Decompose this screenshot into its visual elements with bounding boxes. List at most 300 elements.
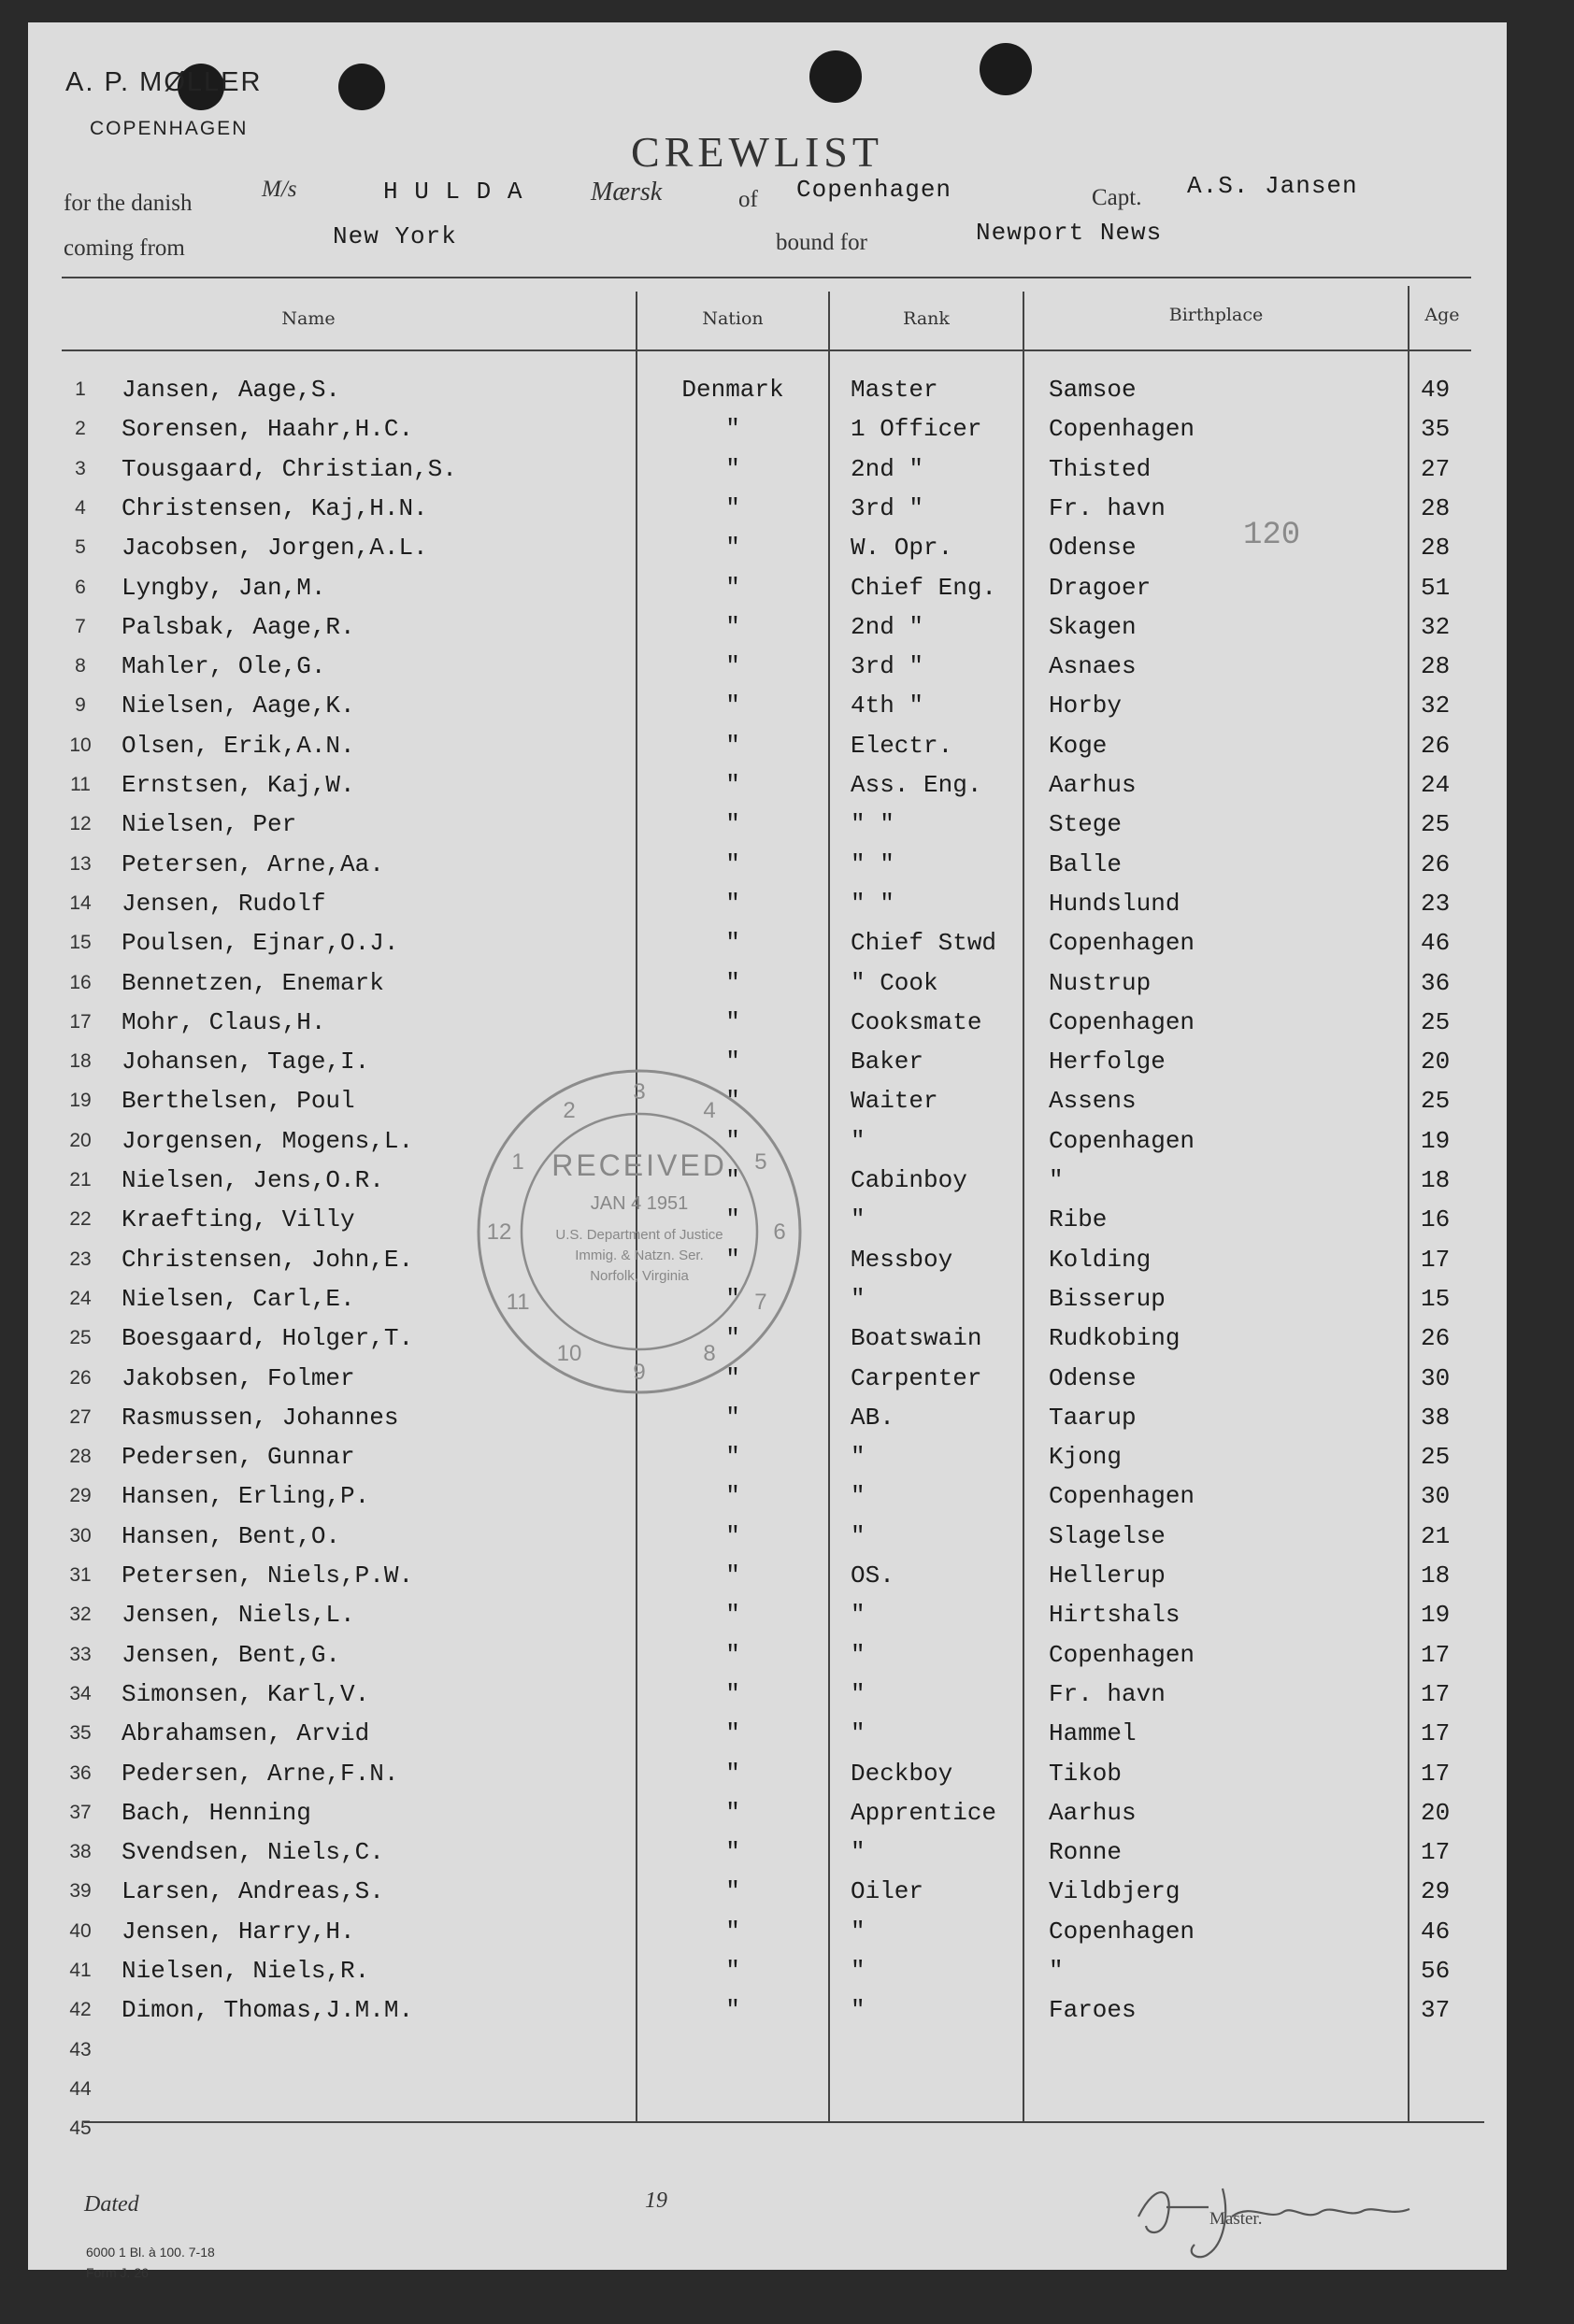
crew-birthplace: Kjong bbox=[1049, 1443, 1123, 1472]
row-number: 44 bbox=[69, 2077, 92, 2100]
crew-name: Lyngby, Jan,M. bbox=[122, 573, 326, 602]
company-city: COPENHAGEN bbox=[90, 118, 249, 139]
crew-birthplace: Herfolge bbox=[1049, 1048, 1166, 1076]
crew-birthplace: Kolding bbox=[1049, 1245, 1152, 1274]
page-title: CREWLIST bbox=[631, 128, 883, 176]
crew-name: Jacobsen, Jorgen,A.L. bbox=[122, 534, 428, 563]
crew-name: Berthelsen, Poul bbox=[122, 1087, 355, 1116]
crew-birthplace: Hammel bbox=[1049, 1719, 1137, 1748]
crew-birthplace: Copenhagen bbox=[1049, 929, 1195, 958]
row-number: 35 bbox=[69, 1722, 92, 1745]
crew-name: Jensen, Rudolf bbox=[122, 889, 326, 918]
crew-rank: Electr. bbox=[851, 731, 953, 760]
crew-rank: " bbox=[851, 1284, 866, 1313]
crew-rank: " bbox=[851, 1957, 866, 1985]
stamp-dial-number: 3 bbox=[633, 1079, 646, 1105]
form-number: Form J. 26 bbox=[86, 2265, 149, 2280]
crew-name: Abrahamsen, Arvid bbox=[122, 1719, 370, 1748]
stamp-dial-number: 7 bbox=[754, 1290, 767, 1315]
row-number: 6 bbox=[75, 576, 86, 598]
crew-birthplace: Copenhagen bbox=[1049, 1126, 1195, 1155]
crew-nation: " bbox=[725, 1482, 740, 1511]
master-signature bbox=[1120, 2151, 1456, 2282]
crew-nation: " bbox=[725, 1087, 740, 1116]
crew-age: 18 bbox=[1421, 1166, 1451, 1194]
crew-birthplace: Aarhus bbox=[1049, 771, 1137, 799]
crew-age: 25 bbox=[1421, 1007, 1451, 1036]
crew-rank: Carpenter bbox=[851, 1363, 982, 1392]
crew-name: Hansen, Erling,P. bbox=[122, 1482, 370, 1511]
row-number: 4 bbox=[75, 496, 86, 519]
crew-rank: 3rd " bbox=[851, 493, 924, 522]
crew-birthplace: Copenhagen bbox=[1049, 415, 1195, 444]
crew-birthplace: Ronne bbox=[1049, 1838, 1123, 1867]
row-number: 12 bbox=[69, 813, 92, 835]
crew-nation: " bbox=[725, 1403, 740, 1432]
punch-hole bbox=[809, 50, 862, 103]
punch-hole bbox=[338, 64, 385, 110]
crew-age: 19 bbox=[1421, 1601, 1451, 1630]
crewlist-document bbox=[28, 22, 1507, 2280]
crew-name: Christensen, John,E. bbox=[122, 1245, 414, 1274]
crew-nation: " bbox=[725, 1007, 740, 1036]
crew-name: Pedersen, Gunnar bbox=[122, 1443, 355, 1472]
vessel-name: H U L D A bbox=[383, 178, 523, 206]
crew-rank: Chief Eng. bbox=[851, 573, 997, 602]
crew-rank: Cooksmate bbox=[851, 1007, 982, 1036]
crew-nation: " bbox=[725, 1205, 740, 1234]
crew-birthplace: Bisserup bbox=[1049, 1284, 1166, 1313]
row-number: 38 bbox=[69, 1841, 92, 1863]
crew-birthplace: Skagen bbox=[1049, 612, 1137, 641]
column-divider bbox=[1408, 286, 1409, 2121]
table-bottom-rule bbox=[84, 2121, 1484, 2123]
crew-rank: " bbox=[851, 1917, 866, 1946]
crew-nation: " bbox=[725, 691, 740, 720]
annotation-number: 120 bbox=[1243, 518, 1301, 553]
crew-name: Simonsen, Karl,V. bbox=[122, 1679, 370, 1708]
crew-nation: " bbox=[725, 968, 740, 997]
vessel-prefix: M/s bbox=[262, 177, 297, 202]
row-number: 43 bbox=[69, 2038, 92, 2060]
stamp-dial-number: 12 bbox=[486, 1219, 512, 1245]
crew-nation: " bbox=[725, 493, 740, 522]
crew-name: Sorensen, Haahr,H.C. bbox=[122, 415, 414, 444]
crew-rank: Ass. Eng. bbox=[851, 771, 982, 799]
crew-rank: Deckboy bbox=[851, 1759, 953, 1788]
crew-nation: " bbox=[725, 1759, 740, 1788]
crew-age: 20 bbox=[1421, 1798, 1451, 1827]
row-number: 42 bbox=[69, 1999, 92, 2021]
crew-name: Jorgensen, Mogens,L. bbox=[122, 1126, 414, 1155]
crew-nation: " bbox=[725, 573, 740, 602]
crew-nation: " bbox=[725, 1679, 740, 1708]
crew-name: Petersen, Niels,P.W. bbox=[122, 1561, 414, 1590]
crew-nation: " bbox=[725, 1363, 740, 1392]
row-number: 14 bbox=[69, 891, 92, 914]
crew-age: 29 bbox=[1421, 1877, 1451, 1906]
crew-nation: " bbox=[725, 889, 740, 918]
crew-age: 28 bbox=[1421, 534, 1451, 563]
crew-birthplace: Copenhagen bbox=[1049, 1917, 1195, 1946]
crew-name: Nielsen, Niels,R. bbox=[122, 1957, 370, 1985]
column-divider bbox=[828, 292, 830, 2121]
crew-age: 32 bbox=[1421, 691, 1451, 720]
dated-label: Dated bbox=[84, 2192, 139, 2217]
crew-nation: " bbox=[725, 1640, 740, 1669]
crew-birthplace: Stege bbox=[1049, 810, 1123, 839]
crew-rank: " bbox=[851, 1601, 866, 1630]
crew-birthplace: Fr. havn bbox=[1049, 493, 1166, 522]
year-label: 19 bbox=[645, 2189, 667, 2213]
crew-name: Olsen, Erik,A.N. bbox=[122, 731, 355, 760]
stamp-dial-number: 5 bbox=[754, 1149, 767, 1175]
crew-birthplace: Dragoer bbox=[1049, 573, 1152, 602]
crew-nation: " bbox=[725, 849, 740, 878]
row-number: 27 bbox=[69, 1405, 92, 1428]
row-number: 33 bbox=[69, 1643, 92, 1665]
column-header-age: Age bbox=[1424, 305, 1460, 325]
row-number: 22 bbox=[69, 1208, 92, 1231]
crew-rank: 2nd " bbox=[851, 454, 924, 483]
crew-age: 30 bbox=[1421, 1482, 1451, 1511]
crew-age: 17 bbox=[1421, 1679, 1451, 1708]
row-number: 21 bbox=[69, 1169, 92, 1191]
row-number: 29 bbox=[69, 1485, 92, 1507]
column-header-rank: Rank bbox=[903, 308, 950, 329]
crew-name: Nielsen, Carl,E. bbox=[122, 1284, 355, 1313]
row-number: 23 bbox=[69, 1248, 92, 1270]
crew-name: Petersen, Arne,Aa. bbox=[122, 849, 384, 878]
crew-rank: " bbox=[851, 1640, 866, 1669]
column-divider bbox=[1023, 292, 1024, 2121]
crew-nation: " bbox=[725, 1719, 740, 1748]
crew-birthplace: Horby bbox=[1049, 691, 1123, 720]
crew-nation: " bbox=[725, 1048, 740, 1076]
row-number: 15 bbox=[69, 932, 92, 954]
column-header-birthplace: Birthplace bbox=[1168, 305, 1264, 325]
crew-age: 24 bbox=[1421, 771, 1451, 799]
crew-rank: 3rd " bbox=[851, 652, 924, 681]
crew-birthplace: Aarhus bbox=[1049, 1798, 1137, 1827]
crew-nation: " bbox=[725, 1166, 740, 1194]
crew-age: 27 bbox=[1421, 454, 1451, 483]
row-number: 24 bbox=[69, 1287, 92, 1309]
crew-name: Nielsen, Aage,K. bbox=[122, 691, 355, 720]
crew-age: 38 bbox=[1421, 1403, 1451, 1432]
row-number: 8 bbox=[75, 655, 86, 677]
row-number: 3 bbox=[75, 457, 86, 479]
crew-rank: " Cook bbox=[851, 968, 938, 997]
crew-rank: " " bbox=[851, 810, 894, 839]
crew-birthplace: Odense bbox=[1049, 1363, 1137, 1392]
stamp-dial-number: 8 bbox=[703, 1340, 716, 1366]
crew-birthplace: " bbox=[1049, 1166, 1064, 1194]
crew-rank: 1 Officer bbox=[851, 415, 982, 444]
crew-rank: Master bbox=[851, 376, 938, 404]
crew-age: 17 bbox=[1421, 1719, 1451, 1748]
crew-name: Kraefting, Villy bbox=[122, 1205, 355, 1234]
crew-age: 32 bbox=[1421, 612, 1451, 641]
crew-name: Christensen, Kaj,H.N. bbox=[122, 493, 428, 522]
crew-nation: " bbox=[725, 1561, 740, 1590]
row-number: 26 bbox=[69, 1366, 92, 1389]
stamp-dial-number: 9 bbox=[633, 1360, 646, 1385]
crew-name: Larsen, Andreas,S. bbox=[122, 1877, 384, 1906]
stamp-dial-number: 11 bbox=[506, 1290, 530, 1315]
crew-name: Rasmussen, Johannes bbox=[122, 1403, 399, 1432]
crew-nation: " bbox=[725, 1126, 740, 1155]
crew-birthplace: Asnaes bbox=[1049, 652, 1137, 681]
crew-age: 26 bbox=[1421, 849, 1451, 878]
crew-birthplace: Ribe bbox=[1049, 1205, 1108, 1234]
crew-name: Johansen, Tage,I. bbox=[122, 1048, 370, 1076]
crew-rank: " " bbox=[851, 849, 894, 878]
crew-rank: Chief Stwd bbox=[851, 929, 997, 958]
crew-nation: " bbox=[725, 1798, 740, 1827]
row-number: 18 bbox=[69, 1050, 92, 1073]
crew-name: Pedersen, Arne,F.N. bbox=[122, 1759, 399, 1788]
crew-name: Tousgaard, Christian,S. bbox=[122, 454, 457, 483]
crew-nation: " bbox=[725, 1245, 740, 1274]
crew-nation: " bbox=[725, 1284, 740, 1313]
row-number: 20 bbox=[69, 1129, 92, 1151]
coming-from-label: coming from bbox=[64, 235, 185, 261]
crew-nation: " bbox=[725, 1877, 740, 1906]
crew-name: Nielsen, Jens,O.R. bbox=[122, 1166, 384, 1194]
table-top-rule bbox=[62, 277, 1471, 278]
form-print-line: 6000 1 Bl. à 100. 7-18 bbox=[86, 2245, 215, 2260]
stamp-line-location: Norfolk, Virginia bbox=[590, 1268, 689, 1284]
crew-name: Jansen, Aage,S. bbox=[122, 376, 341, 404]
crew-age: 35 bbox=[1421, 415, 1451, 444]
crew-rank: " bbox=[851, 1838, 866, 1867]
stamp-line-department: U.S. Department of Justice bbox=[555, 1227, 723, 1243]
crew-name: Hansen, Bent,O. bbox=[122, 1521, 341, 1550]
crew-nation: " bbox=[725, 929, 740, 958]
crew-rank: Baker bbox=[851, 1048, 924, 1076]
crew-nation: " bbox=[725, 534, 740, 563]
crew-birthplace: Fr. havn bbox=[1049, 1679, 1166, 1708]
crew-rank: Cabinboy bbox=[851, 1166, 967, 1194]
crew-birthplace: Assens bbox=[1049, 1087, 1137, 1116]
row-number: 31 bbox=[69, 1564, 92, 1586]
row-number: 34 bbox=[69, 1682, 92, 1704]
row-number: 19 bbox=[69, 1090, 92, 1112]
crew-name: Mohr, Claus,H. bbox=[122, 1007, 326, 1036]
crew-birthplace: Vildbjerg bbox=[1049, 1877, 1180, 1906]
crew-age: 18 bbox=[1421, 1561, 1451, 1590]
crew-nation: Denmark bbox=[681, 376, 784, 404]
crew-age: 15 bbox=[1421, 1284, 1451, 1313]
crew-rank: " bbox=[851, 1719, 866, 1748]
crew-age: 23 bbox=[1421, 889, 1451, 918]
crew-name: Jensen, Niels,L. bbox=[122, 1601, 355, 1630]
crew-name: Ernstsen, Kaj,W. bbox=[122, 771, 355, 799]
crew-rank: " bbox=[851, 1521, 866, 1550]
bound-for-value: Newport News bbox=[976, 219, 1163, 247]
crew-age: 30 bbox=[1421, 1363, 1451, 1392]
bound-for-label: bound for bbox=[776, 230, 867, 255]
crew-age: 17 bbox=[1421, 1245, 1451, 1274]
stamp-dial-number: 1 bbox=[511, 1149, 524, 1175]
row-number: 39 bbox=[69, 1880, 92, 1903]
crew-age: 37 bbox=[1421, 1996, 1451, 2025]
crew-rank: " bbox=[851, 1126, 866, 1155]
crew-age: 46 bbox=[1421, 1917, 1451, 1946]
crew-name: Palsbak, Aage,R. bbox=[122, 612, 355, 641]
crew-rank: Waiter bbox=[851, 1087, 938, 1116]
row-number: 9 bbox=[75, 694, 86, 717]
stamp-date: JAN 4 1951 bbox=[590, 1193, 689, 1214]
column-header-name: Name bbox=[281, 308, 336, 329]
crew-nation: " bbox=[725, 1443, 740, 1472]
row-number: 13 bbox=[69, 852, 92, 875]
crew-nation: " bbox=[725, 731, 740, 760]
stamp-dial-number: 2 bbox=[563, 1098, 576, 1124]
row-number: 1 bbox=[75, 378, 86, 400]
crew-age: 46 bbox=[1421, 929, 1451, 958]
crew-name: Jensen, Bent,G. bbox=[122, 1640, 341, 1669]
crew-birthplace: Copenhagen bbox=[1049, 1640, 1195, 1669]
crew-nation: " bbox=[725, 1957, 740, 1985]
crew-name: Poulsen, Ejnar,O.J. bbox=[122, 929, 399, 958]
crew-rank: " bbox=[851, 1679, 866, 1708]
crew-birthplace: Nustrup bbox=[1049, 968, 1152, 997]
home-port: Copenhagen bbox=[796, 176, 952, 204]
crew-nation: " bbox=[725, 1996, 740, 2025]
crew-age: 25 bbox=[1421, 1443, 1451, 1472]
crew-birthplace: Hirtshals bbox=[1049, 1601, 1180, 1630]
table-header-rule bbox=[62, 349, 1471, 351]
stamp-dial-number: 6 bbox=[773, 1219, 786, 1245]
crew-birthplace: Tikob bbox=[1049, 1759, 1123, 1788]
crew-birthplace: Hundslund bbox=[1049, 889, 1180, 918]
stamp-dial-number: 10 bbox=[556, 1340, 582, 1366]
vessel-suffix: Mærsk bbox=[591, 178, 663, 207]
row-number: 37 bbox=[69, 1801, 92, 1823]
stamp-dial-number: 4 bbox=[703, 1098, 716, 1124]
crew-age: 28 bbox=[1421, 652, 1451, 681]
crew-age: 25 bbox=[1421, 1087, 1451, 1116]
crew-age: 25 bbox=[1421, 810, 1451, 839]
crew-birthplace: Faroes bbox=[1049, 1996, 1137, 2025]
row-number: 45 bbox=[69, 2117, 92, 2140]
row-number: 11 bbox=[70, 774, 91, 795]
signature-stroke bbox=[1138, 2189, 1409, 2257]
crew-age: 26 bbox=[1421, 731, 1451, 760]
crew-nation: " bbox=[725, 612, 740, 641]
crew-rank: W. Opr. bbox=[851, 534, 953, 563]
company-name: A. P. MØLLER bbox=[65, 67, 263, 97]
crew-birthplace: Taarup bbox=[1049, 1403, 1137, 1432]
crew-age: 17 bbox=[1421, 1640, 1451, 1669]
row-number: 36 bbox=[69, 1761, 92, 1784]
crew-rank: AB. bbox=[851, 1403, 894, 1432]
crew-rank: " bbox=[851, 1205, 866, 1234]
crew-age: 21 bbox=[1421, 1521, 1451, 1550]
crew-nation: " bbox=[725, 652, 740, 681]
row-number: 40 bbox=[69, 1919, 92, 1942]
crew-age: 17 bbox=[1421, 1759, 1451, 1788]
crew-name: Dimon, Thomas,J.M.M. bbox=[122, 1996, 414, 2025]
row-number: 28 bbox=[69, 1446, 92, 1468]
received-stamp bbox=[475, 1067, 804, 1396]
row-number: 5 bbox=[75, 536, 86, 559]
row-number: 30 bbox=[69, 1524, 92, 1547]
crew-nation: " bbox=[725, 771, 740, 799]
coming-from-value: New York bbox=[333, 222, 457, 250]
crew-age: 16 bbox=[1421, 1205, 1451, 1234]
crew-rank: 2nd " bbox=[851, 612, 924, 641]
crew-birthplace: Thisted bbox=[1049, 454, 1152, 483]
crew-age: 28 bbox=[1421, 493, 1451, 522]
crew-age: 36 bbox=[1421, 968, 1451, 997]
crew-nation: " bbox=[725, 415, 740, 444]
crew-birthplace: Rudkobing bbox=[1049, 1324, 1180, 1353]
row-number: 16 bbox=[69, 971, 92, 993]
column-header-nation: Nation bbox=[702, 308, 764, 329]
crew-birthplace: Balle bbox=[1049, 849, 1123, 878]
crew-name: Jensen, Harry,H. bbox=[122, 1917, 355, 1946]
crew-birthplace: Copenhagen bbox=[1049, 1007, 1195, 1036]
crew-name: Mahler, Ole,G. bbox=[122, 652, 326, 681]
captain-name: A.S. Jansen bbox=[1187, 172, 1358, 200]
crew-age: 17 bbox=[1421, 1838, 1451, 1867]
crew-birthplace: Slagelse bbox=[1049, 1521, 1166, 1550]
row-number: 7 bbox=[75, 615, 86, 637]
crew-birthplace: " bbox=[1049, 1957, 1064, 1985]
crew-rank: " bbox=[851, 1482, 866, 1511]
crew-rank: " bbox=[851, 1996, 866, 2025]
row-number: 2 bbox=[75, 418, 86, 440]
row-number: 32 bbox=[69, 1604, 92, 1626]
crew-birthplace: Koge bbox=[1049, 731, 1108, 760]
crew-rank: " bbox=[851, 1443, 866, 1472]
crew-age: 51 bbox=[1421, 573, 1451, 602]
master-label: Master. bbox=[1209, 2209, 1263, 2229]
crew-rank: " " bbox=[851, 889, 894, 918]
crew-birthplace: Hellerup bbox=[1049, 1561, 1166, 1590]
crew-name: Nielsen, Per bbox=[122, 810, 297, 839]
crew-rank: OS. bbox=[851, 1561, 894, 1590]
crew-rank: Apprentice bbox=[851, 1798, 997, 1827]
for-the-danish-label: for the danish bbox=[64, 191, 193, 216]
crew-age: 19 bbox=[1421, 1126, 1451, 1155]
crew-name: Bach, Henning bbox=[122, 1798, 311, 1827]
crew-rank: Messboy bbox=[851, 1245, 953, 1274]
row-number: 41 bbox=[69, 1960, 92, 1981]
crew-rank: Boatswain bbox=[851, 1324, 982, 1353]
crew-nation: " bbox=[725, 1521, 740, 1550]
stamp-received: RECEIVED bbox=[551, 1148, 727, 1182]
crew-age: 20 bbox=[1421, 1048, 1451, 1076]
crew-name: Svendsen, Niels,C. bbox=[122, 1838, 384, 1867]
crew-birthplace: Samsoe bbox=[1049, 376, 1137, 404]
row-number: 25 bbox=[69, 1327, 92, 1349]
crew-nation: " bbox=[725, 1838, 740, 1867]
of-label: of bbox=[738, 187, 758, 212]
stamp-line-service: Immig. & Natzn. Ser. bbox=[575, 1248, 704, 1263]
crew-name: Jakobsen, Folmer bbox=[122, 1363, 355, 1392]
row-number: 10 bbox=[69, 734, 92, 756]
crew-age: 26 bbox=[1421, 1324, 1451, 1353]
crew-nation: " bbox=[725, 1601, 740, 1630]
crew-nation: " bbox=[725, 1324, 740, 1353]
crew-rank: 4th " bbox=[851, 691, 924, 720]
crew-age: 56 bbox=[1421, 1957, 1451, 1985]
crew-age: 49 bbox=[1421, 376, 1451, 404]
